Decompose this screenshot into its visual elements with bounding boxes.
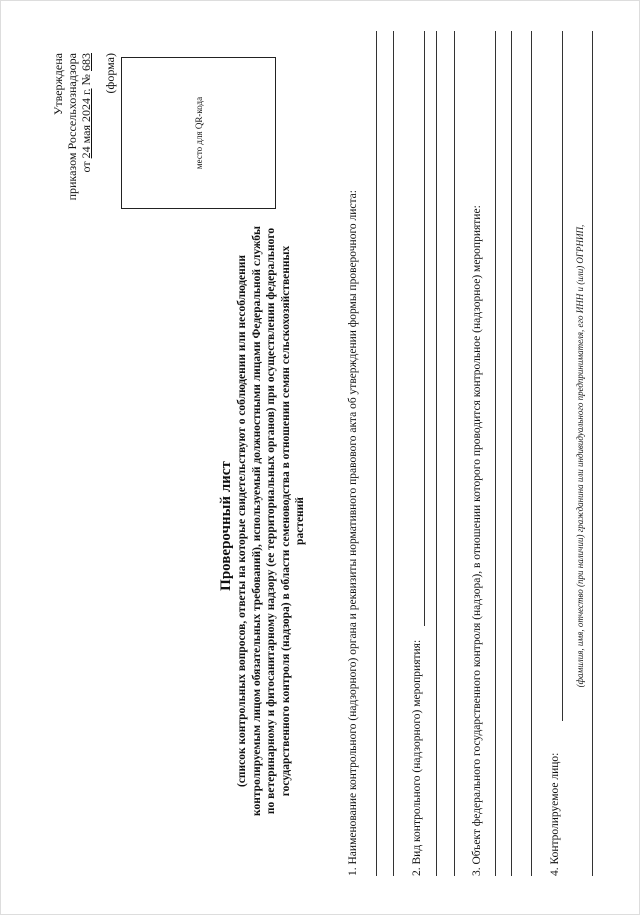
document-subtitle bbox=[235, 206, 308, 836]
approval-block bbox=[51, 53, 93, 200]
item-3-label: 3. Объект федерального государственного контроля (надзора), в отношении которого проводится контрольное (надзорное) мероприятие: bbox=[471, 205, 483, 876]
item-2-label: 2. Вид контрольного (надзорного) мероприятия: bbox=[411, 639, 423, 876]
item-4-label: 4. Контролируемое лицо: bbox=[549, 752, 561, 876]
approval-number-label: № bbox=[79, 71, 93, 89]
fill-line[interactable] bbox=[511, 31, 512, 876]
fill-line[interactable] bbox=[393, 31, 394, 876]
qr-placeholder-text: место для QR-кода bbox=[193, 96, 204, 170]
approval-line-2: приказом Россельхознадзора bbox=[65, 53, 79, 201]
form-label: (форма) bbox=[103, 53, 117, 94]
fill-line[interactable] bbox=[592, 31, 593, 876]
approval-line-3 bbox=[79, 53, 93, 200]
fill-line[interactable] bbox=[424, 31, 425, 626]
fill-line[interactable] bbox=[495, 31, 496, 876]
fill-line[interactable] bbox=[531, 31, 532, 876]
fill-line[interactable] bbox=[376, 31, 377, 876]
fill-line[interactable] bbox=[562, 31, 563, 721]
approval-line-1: Утверждена bbox=[51, 53, 65, 116]
document-sheet bbox=[21, 21, 621, 896]
approval-number: 683 bbox=[79, 53, 93, 71]
item-1-label: 1. Наименование контрольного (надзорного) органа и реквизиты нормативного правового акта об утверждении формы проверочного листа: bbox=[347, 190, 359, 876]
field-caption: (фамилия, имя, отчество (при наличии) гражданина или индивидуального предпринимателя, его ИНН и (или) ОГРНИП, bbox=[575, 224, 585, 688]
approval-date: 24 мая 2024 г. bbox=[79, 88, 93, 159]
fill-line[interactable] bbox=[454, 31, 455, 876]
subtitle-line: (список контрольных вопросов, ответы на которые свидетельствуют о соблюдении или несоблюдении bbox=[236, 254, 248, 788]
subtitle-line: растений bbox=[294, 497, 306, 545]
subtitle-line: по ветеринарному и фитосанитарному надзору (ее территориальных органов) при осуществлении федерального bbox=[265, 227, 277, 815]
document-title: Проверочный лист bbox=[218, 461, 234, 591]
subtitle-line: государственного контроля (надзора) в области семеноводства в отношении семян сельскохозяйственных bbox=[279, 245, 292, 797]
approval-prefix: от bbox=[79, 158, 93, 173]
qr-code-placeholder bbox=[121, 57, 276, 209]
subtitle-line: контролируемым лицом обязательных требований), используемый должностными лицами Федеральной службы bbox=[250, 226, 263, 816]
fill-line[interactable] bbox=[436, 31, 437, 876]
